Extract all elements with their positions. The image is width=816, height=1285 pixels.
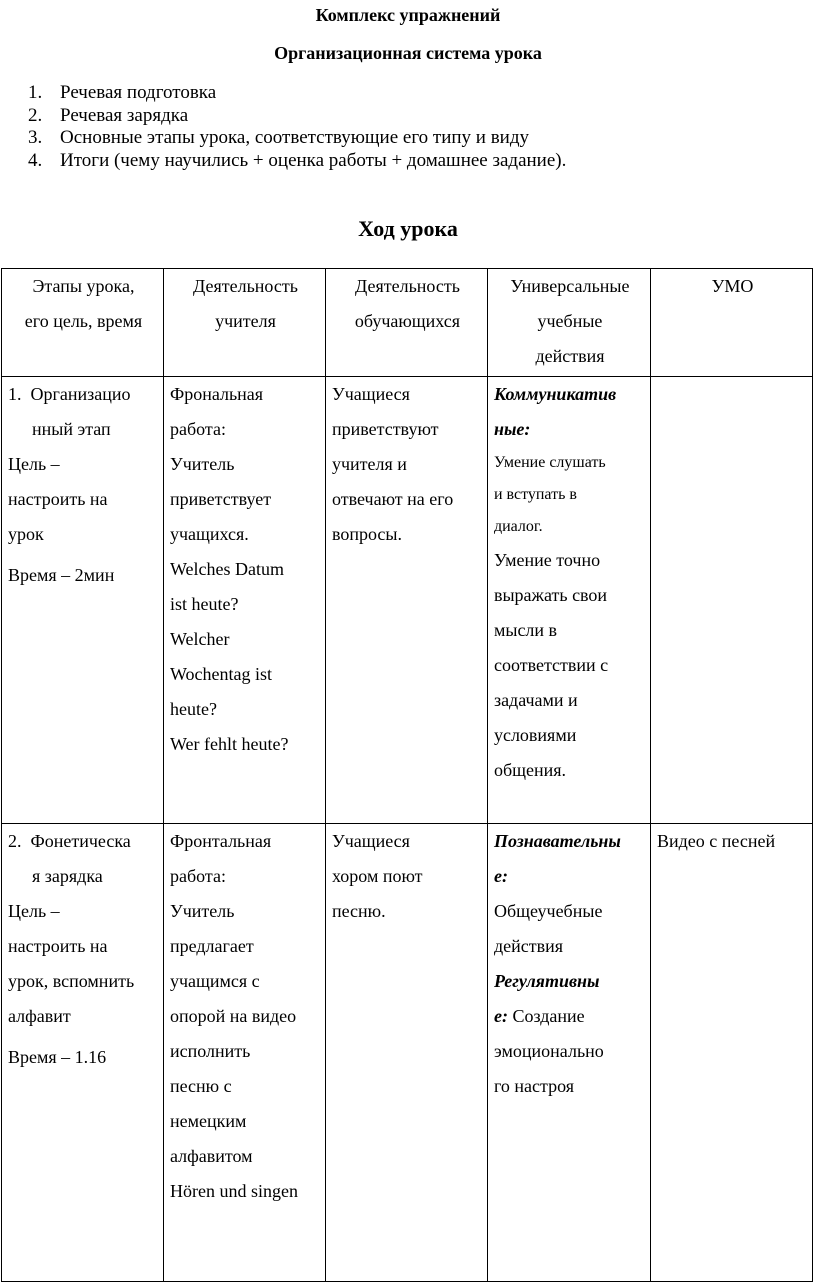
document-title: Комплекс упражнений xyxy=(315,5,501,25)
header-cell-teacher: Деятельность учителя xyxy=(163,269,325,377)
teacher-activity-cell: Фрональная работа: Учитель приветствует учащихся. Welches Datum ist heute? Welcher Wochentag ist heute? Wer fehlt heute? xyxy=(163,377,325,824)
header-cell-students: Деятельность обучающихся xyxy=(325,269,487,377)
lesson-heading: Ход урока xyxy=(358,216,458,241)
document-subtitle: Организационная система урока xyxy=(274,43,542,63)
stage-cell: 2. Фонетическа я зарядка Цель – настроить на урок, вспомнить алфавит Время – 1.16 xyxy=(2,824,164,1282)
header-cell-stages: Этапы урока, его цель, время xyxy=(2,269,164,377)
table-header-row xyxy=(2,269,813,377)
header-cell-umo: УМО xyxy=(650,269,812,377)
lesson-plan-list xyxy=(28,82,566,172)
teacher-activity-cell: Фронтальная работа: Учитель предлагает учащимся с опорой на видео исполнить песню с немецким алфавитом Hören und singen xyxy=(163,824,325,1282)
list-item: 3. Основные этапы урока, соответствующие его типу и виду xyxy=(28,127,530,148)
list-item: 2. Речевая зарядка xyxy=(28,104,189,126)
stage-time: Время – 2мин xyxy=(8,565,115,585)
table-row xyxy=(2,824,813,1282)
header-cell-uud: Универсальные учебные действия xyxy=(487,269,650,377)
list-item: 1. Речевая подготовка xyxy=(28,82,217,103)
student-activity-cell: Учащиеся приветствуют учителя и отвечают на его вопросы. xyxy=(325,377,487,824)
stage-cell: 1. Организацио нный этап Цель – настроить на урок Время – 2мин xyxy=(2,377,164,824)
stage-time: Время – 1.16 xyxy=(8,1047,107,1067)
table-row xyxy=(2,377,813,824)
student-activity-cell: Учащиеся хором поют песню. xyxy=(325,824,487,1282)
umo-cell: Видео с песней xyxy=(650,824,812,1282)
uud-cell: Познавательны е: Общеучебные действия Регулятивны е: Создание эмоционально го настроя xyxy=(487,824,650,1282)
uud-cell: Коммуникатив ные: Умение слушать и вступать в диалог. Умение точно выражать свои мысли в соответствии с задачами и условиями общения. xyxy=(487,377,650,824)
umo-cell xyxy=(650,377,812,824)
list-item: 4. Итоги (чему научились + оценка работы + домашнее задание). xyxy=(28,149,567,171)
lesson-table xyxy=(1,268,813,1282)
